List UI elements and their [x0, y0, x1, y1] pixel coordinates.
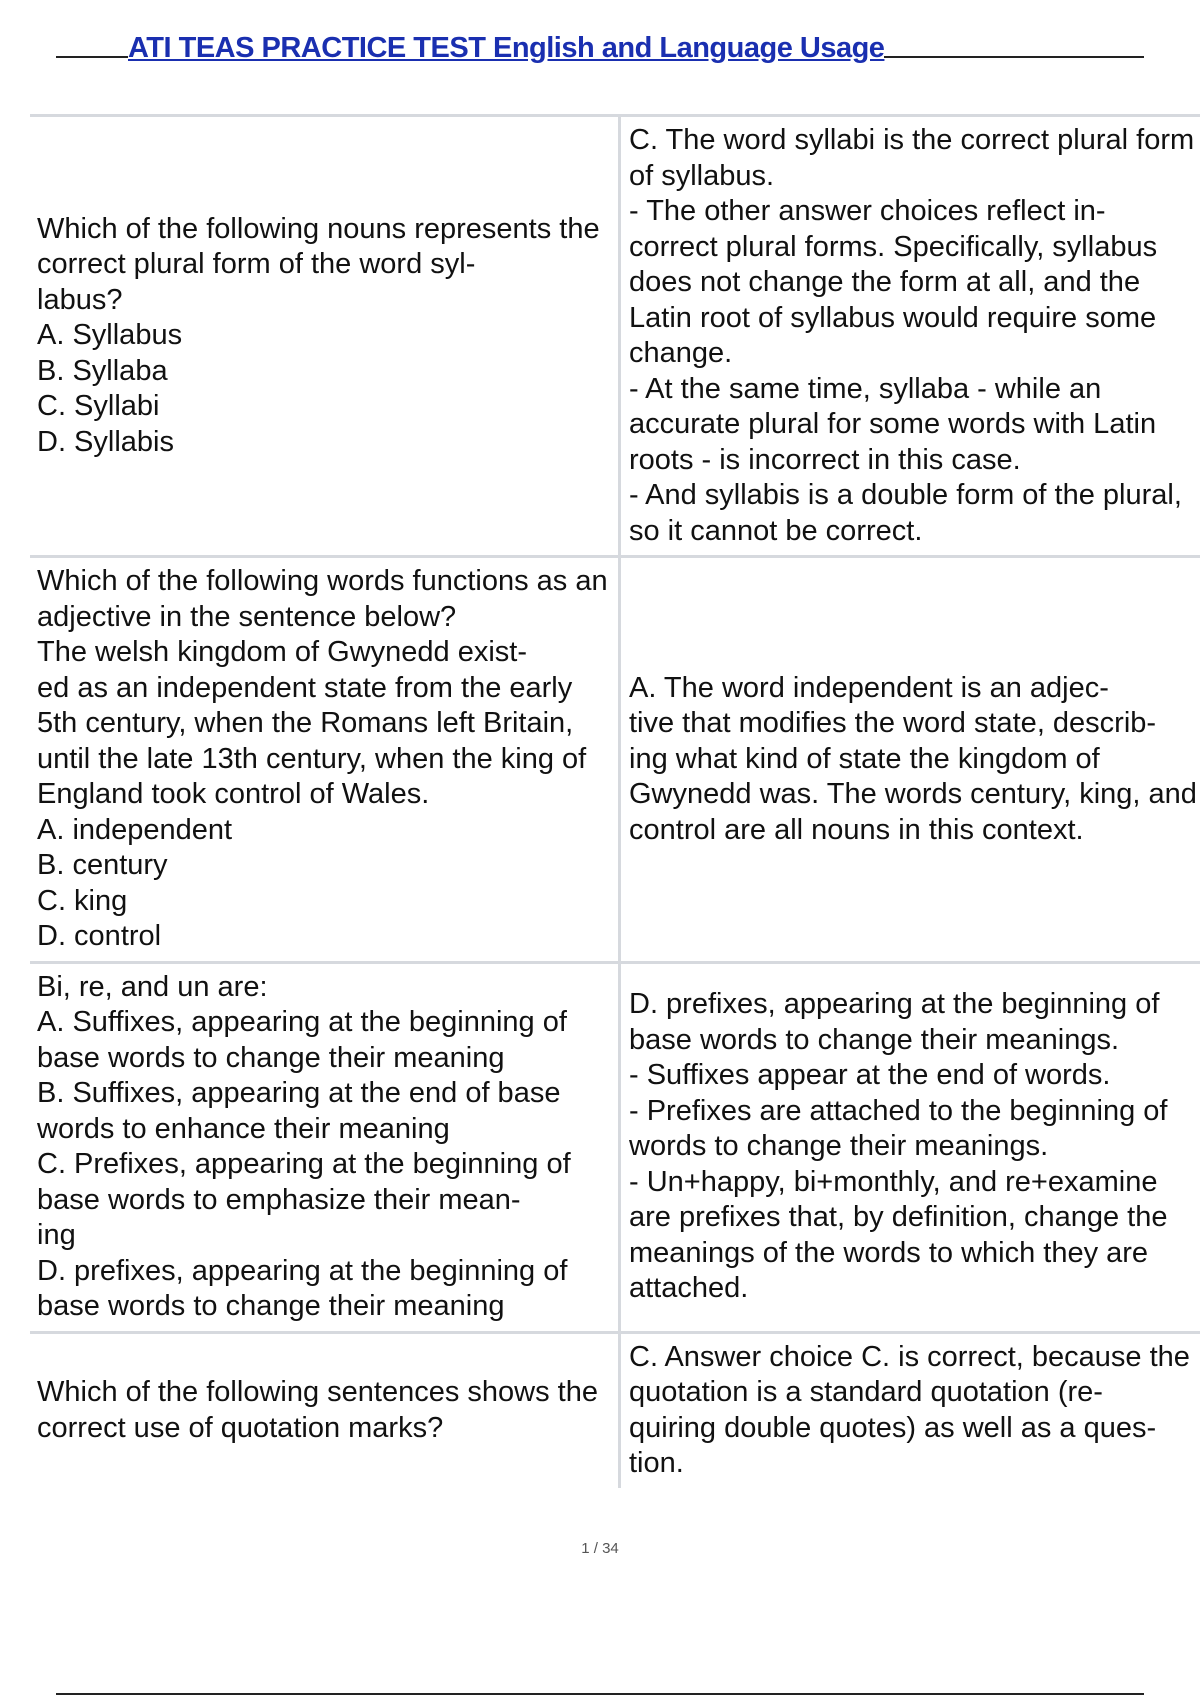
- answer-cell: D. prefixes, appearing at the beginning of base words to change their meanings. - Suffixes appear at the end of words. - Prefixes are attached to the beginning of words to change their meanings. - Un+happy, bi+monthly, and re+examine are prefixes that, by definition, change the meanings of the words to which they are attached.: [620, 962, 1200, 1332]
- footer-rule: [56, 1693, 1144, 1695]
- answer-cell: C. Answer choice C. is correct, because the quotation is a standard quotation (re- quiring double quotes) as well as a ques- tion.: [620, 1332, 1200, 1488]
- question-answer-table: [30, 114, 1200, 1488]
- page-number: 1 / 34: [581, 1540, 619, 1557]
- question-cell: Which of the following sentences shows the correct use of quotation marks?: [37, 1376, 598, 1444]
- question-cell: Which of the following words functions as an adjective in the sentence below? The welsh kingdom of Gwynedd exist- ed as an independent state from the early 5th century, when the Romans left Britain, until the late 13th century, when the king of England took control of Wales. A. independent B. century C. king D. control: [37, 565, 608, 952]
- answer-cell: A. The word independent is an adjec- tive that modifies the word state, describ- ing what kind of state the kingdom of Gwynedd was. The words century, king, and control are all nouns in this context.: [620, 557, 1200, 963]
- table-row: [30, 116, 1200, 557]
- table-row: [30, 962, 1200, 1332]
- page-title: ATI TEAS PRACTICE TEST English and Language Usage: [128, 32, 885, 64]
- question-cell: Bi, re, and un are: A. Suffixes, appearing at the beginning of base words to change their meaning B. Suffixes, appearing at the end of base words to enhance their meaning C. Prefixes, appearing at the beginning of base words to emphasize their mean- ing D. prefixes, appearing at the beginning of base words to change their meaning: [37, 970, 571, 1322]
- table-row: [30, 1332, 1200, 1488]
- table-row: [30, 557, 1200, 963]
- answer-cell: C. The word syllabi is the correct plural form of syllabus. - The other answer choices reflect in- correct plural forms. Specifically, syllabus does not change the form at all, and the Latin root of syllabus would require some change. - At the same time, syllaba - while an accurate plural for some words with Latin roots - is incorrect in this case. - And syllabis is a double form of the plural, so it cannot be correct.: [620, 116, 1200, 557]
- question-cell: Which of the following nouns represents the correct plural form of the word syl- labus? A. Syllabus B. Syllaba C. Syllabi D. Syllabis: [37, 212, 600, 458]
